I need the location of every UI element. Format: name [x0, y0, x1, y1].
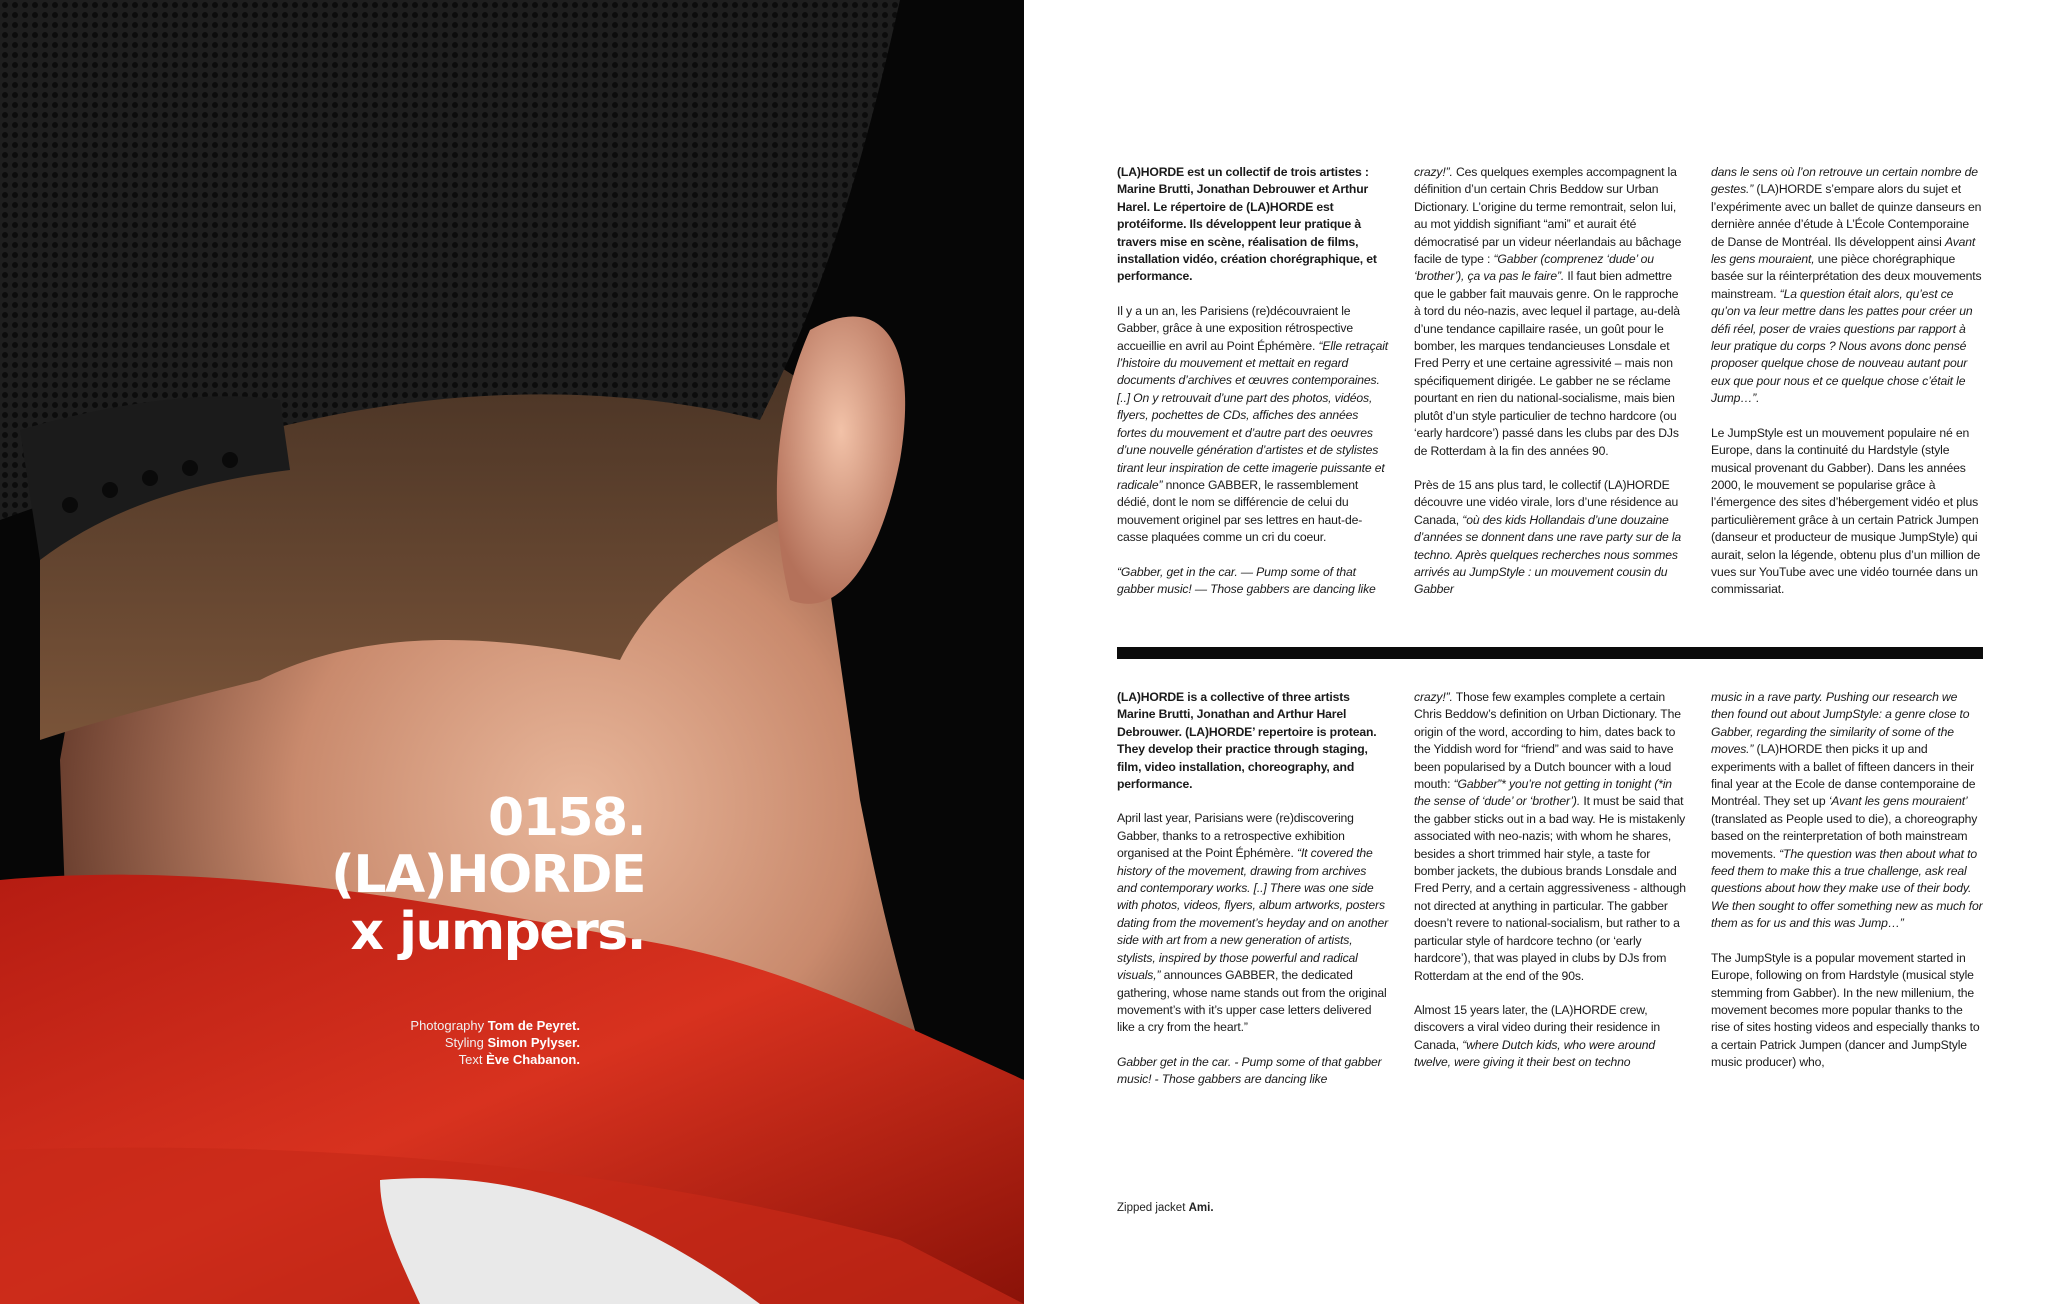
french-column-3	[1711, 164, 1983, 614]
french-paragraph	[1414, 164, 1686, 460]
quote-span: “où des kids Hollandais d’une douzaine d’années se donnent dans une rave party sur de la techno. Après quelques recherches nous sommes arrivés au JumpStyle : un mouvement cousin du Gabber	[1414, 512, 1682, 597]
quote-span: Gabber get in the car. - Pump some of that gabber music! - Those gabbers are dancing like	[1117, 1054, 1382, 1087]
quote-span: crazy!”.	[1414, 690, 1453, 704]
english-paragraph	[1117, 1054, 1389, 1087]
text-span: It must be said that the gabber sticks out in a bad way. He is mistakenly associated with neo-nazis; with whom he shares, besides a short trimmed hair style, a taste for bomber jackets, the dubious brands Lonsdale and Fred Perry, and a certain aggressiveness - although not directed at anything in particular. The gabber doesn’t revere to national-socialism, but rather to a particular style of hardcore techno (or ‘early hardcore’), that was played in clubs by DJs from Rotterdam at the end of the 90s.	[1414, 794, 1686, 983]
credit-photo-label: Photography	[410, 1018, 485, 1033]
english-column-3	[1711, 689, 1983, 1087]
quote-span: “It covered the history of the movement, drawing from archives and contemporary works. [..] There was one side with photos, videos, flyers, album artworks, posters dating from the movement’s heyday and on another side with art from a new generation of artists, stylists, inspired by those powerful and radical visuals,”	[1117, 846, 1389, 983]
text-span: Those few examples complete a certain Chris Beddow’s definition on Urban Dictionary. The origin of the word, according to him, dates back to the Yiddish word for “friend” and was said to have been popularised by a Dutch bouncer with a loud mouth:	[1414, 690, 1681, 792]
text-span: Près de 15 ans plus tard, le collectif (LA)HORDE découvre une vidéo virale, lors d’une résidence au Canada,	[1414, 477, 1679, 527]
quote-span: ‘Avant les gens mouraient’	[1828, 794, 1968, 809]
quote-span: Avant les gens mouraient,	[1711, 234, 1976, 267]
text-span: Almost 15 years later, the (LA)HORDE crew, discovers a viral video during their residence in Canada,	[1414, 1002, 1661, 1052]
english-paragraph	[1117, 810, 1389, 1036]
french-paragraph	[1117, 303, 1389, 547]
quote-span: “Gabber”* you’re not getting in tonight (*in the sense of ‘dude’ or ‘brother’).	[1414, 777, 1672, 809]
photo-credits	[360, 1017, 580, 1068]
quote-span: “Elle retraçait l’histoire du mouvement et mettait en regard documents d’archives et œuvres contemporaines. [..] On y retrouvait d’une part des photos, vidéos, flyers, pochettes de CDs, affiches des années fortes du mouvement et d’autre part des oeuvres d’une nouvelle génération d’artistes et de stylistes tirant leur inspiration de cette imagerie puissante et radicale”	[1117, 338, 1389, 492]
text-span: (LA)HORDE then picks it up and experiments with a ballet of fifteen dancers in their final year at the Ecole de danse contemporaine de Montréal. They set up	[1711, 742, 1976, 809]
french-paragraph: Le JumpStyle est un mouvement populaire né en Europe, dans la continuité du Hardstyle (style musical provenant du Gabber). Dans les années 2000, le mouvement se popularise grâce à l’émergence des sites d’hébergement vidéo et plus particulièrement grâce à un certain Patrick Jumpen (danseur et producteur de musique JumpStyle) qui aurait, selon la légende, obtenu plus d’un million de vues sur YouTube avec une vidéo tournée dans un commissariat.	[1711, 425, 1981, 597]
english-lead: (LA)HORDE is a collective of three artists Marine Brutti, Jonathan and Arthur Harel Debrouwer. (LA)HORDE’ repertoire is protean. They develop their practice through staging, film, video installation, choreography, and performance.	[1117, 690, 1377, 792]
english-paragraph	[1414, 689, 1686, 985]
article-title	[300, 790, 645, 961]
title-line-number: 0158.	[488, 788, 645, 848]
text-page	[1024, 0, 2048, 1304]
credit-styling-label: Styling	[444, 1035, 484, 1050]
quote-span: “Gabber (comprenez ‘dude’ ou ‘brother’), ça va pas le faire”.	[1414, 252, 1654, 284]
quote-span: “The question was then about what to feed them to make this a true challenge, ask real questions about how they make use of their body. We then sought to offer something new as much for them as for us and this was Jump…”	[1711, 846, 1983, 931]
text-span: announces GABBER, the dedicated gathering, whose name stands out from the original movement’s with it’s upper case letters delivered like a cry from the heart.”	[1117, 968, 1387, 1035]
quote-span: crazy!”.	[1414, 165, 1453, 179]
credit-photo-name: Tom de Peyret.	[487, 1018, 580, 1033]
quote-span: dans le sens où l’on retrouve un certain nombre de gestes.”	[1711, 165, 1978, 197]
text-span: (translated as People used to die), a choreography based on the reinterpretation of both mainstream movements.	[1711, 811, 1978, 861]
credit-text-name: Ève Chabanon.	[486, 1052, 580, 1067]
english-paragraph	[1711, 689, 1983, 933]
credit-text-label: Text	[458, 1052, 483, 1067]
caption-brand: Ami.	[1188, 1202, 1214, 1214]
text-span: une pièce chorégraphique basée sur la réinterprétation des deux mouvements mainstream.	[1711, 252, 1982, 301]
title-line-subject: x jumpers.	[350, 902, 645, 962]
language-divider	[1117, 647, 1983, 659]
english-paragraph	[1414, 1002, 1686, 1072]
french-lead: (LA)HORDE est un collectif de trois artistes : Marine Brutti, Jonathan Debrouwer et Arthur Harel. Le répertoire de (LA)HORDE est protéiforme. Ils développent leur pratique à travers mise en scène, réalisation de films, installation vidéo, création chorégraphique, et performance.	[1117, 165, 1377, 284]
clothing-caption	[1117, 1202, 1214, 1214]
text-span: Ces quelques exemples accompagnent la définition d’un certain Chris Beddow sur Urban Dictionary. L’origine du terme remontrait, selon lui, au mot yiddish signifiant “ami” et aurait été démocratisé par un videur néerlandais au bâchage facile de type :	[1414, 165, 1682, 267]
french-paragraph	[1414, 477, 1686, 599]
french-paragraph	[1117, 564, 1389, 599]
english-column-2	[1414, 689, 1686, 1087]
english-column-1	[1117, 689, 1389, 1087]
quote-span: “where Dutch kids, who were around twelve, were giving it their best on techno	[1414, 1037, 1655, 1070]
english-paragraph: The JumpStyle is a popular movement started in Europe, following on from Hardstyle (musical style stemming from Gabber). In the new millenium, the movement becomes more popular thanks to the rise of sites hosting videos and especially thanks to a certain Patrick Jumpen (dancer and JumpStyle music producer) who,	[1711, 950, 1980, 1070]
quote-span: music in a rave party. Pushing our research we then found out about JumpStyle: a genre close to Gabber, regarding the similarity of some of the moves.”	[1711, 690, 1970, 757]
french-column-2	[1414, 164, 1686, 614]
text-span: (LA)HORDE s’empare alors du sujet et l’expérimente avec un ballet de quinze danseurs en dernière année d’étude à L’École Contemporaine de Danse de Montréal. Ils développent ainsi	[1711, 182, 1982, 249]
text-span: nnonce GABBER, le rassemblement dédié, dont le nom se différencie de celui du mouvement originel par ses lettres en haut-de-casse plaquées comme un cri du coeur.	[1117, 477, 1363, 545]
quote-span: “La question était alors, qu’est ce qu’on va leur mettre dans les pattes pour créer un défi réel, poser de vraies questions par rapport à leur pratique du corps ? Nous avons donc pensé proposer quelque chose de nouveau autant pour eux que pour nous et ce quelque chose c’était le Jump…”.	[1711, 286, 1973, 406]
quote-span: “Gabber, get in the car. — Pump some of that gabber music! — Those gabbers are dancing like	[1117, 564, 1376, 596]
french-column-1	[1117, 164, 1389, 614]
text-span: Il y a un an, les Parisiens (re)découvraient le Gabber, grâce à une exposition rétrospective accueillie en avril au Point Éphémère.	[1117, 303, 1353, 353]
french-paragraph	[1711, 164, 1983, 408]
text-span: Il faut bien admettre que le gabber fait mauvais genre. On le rapproche à tord du néo-nazis, avec lequel il partage, au-delà d’une tendance capillaire rasée, un goût pour le bomber, les marques tendancieuses Lonsdale et Fred Perry et une certaine agressivité – mais non spécifiquement dirigée. Le gabber ne se réclame pourtant en rien du national-socialisme, mais bien plutôt d’un style particulier de techno hardcore (ou ‘early hardcore’) passé dans les clubs par des DJs de Rotterdam à la fin des années 90.	[1414, 269, 1680, 458]
credit-styling-name: Simon Pylyser.	[487, 1035, 580, 1050]
text-span: April last year, Parisians were (re)discovering Gabber, thanks to a retrospective exhibition organised at the Point Éphémère.	[1117, 811, 1354, 861]
title-line-name: (LA)HORDE	[331, 845, 645, 905]
caption-label: Zipped jacket	[1117, 1202, 1186, 1214]
